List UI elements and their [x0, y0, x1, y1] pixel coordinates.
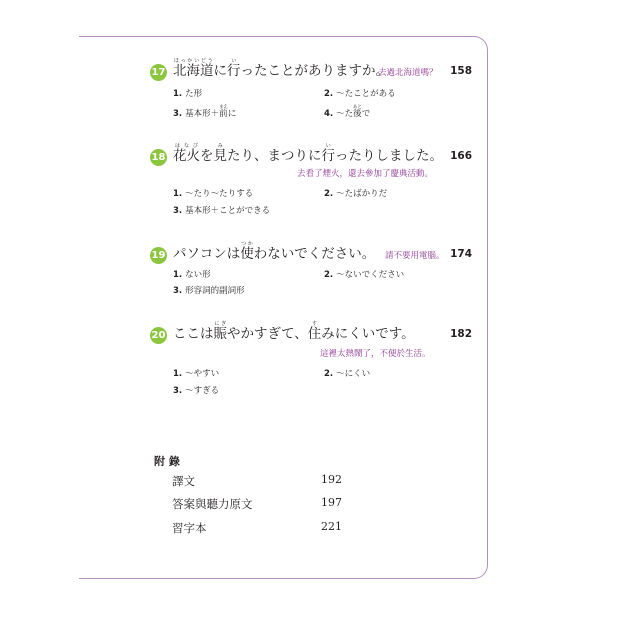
title-kanji: 行い	[227, 58, 241, 79]
title-kanji: 行い	[321, 143, 335, 164]
title-kanji: 使つか	[240, 241, 254, 262]
appendix-item-translation[interactable]	[172, 473, 372, 489]
lesson-page-number: 174	[450, 248, 472, 260]
grammar-point: 1. ～たり～たりする	[173, 189, 254, 199]
title-kanji: 北海道ほっかいどう	[173, 58, 214, 79]
grammar-point: 3. 基本形＋前まえに	[173, 105, 237, 119]
lesson-translation: 請不要用電腦。	[385, 251, 445, 261]
grammar-point: 1. ～やすい	[173, 369, 220, 379]
appendix-item-label: 譯文	[172, 474, 195, 488]
lesson-header	[150, 143, 472, 167]
grammar-point: 3. 基本形＋ことができる	[173, 206, 271, 216]
grammar-point: 1. ない形	[173, 270, 211, 280]
appendix-item-page: 221	[321, 520, 342, 533]
appendix-item-copybook[interactable]	[172, 520, 372, 536]
lesson-translation: 這裡太熱鬧了，不便於生活。	[320, 349, 431, 359]
title-kanji: 見み	[213, 143, 227, 164]
lesson-page-number: 166	[450, 150, 472, 162]
appendix-item-page: 197	[321, 496, 342, 509]
lesson-number-badge: 18	[150, 149, 167, 166]
lesson-header	[150, 58, 472, 82]
title-kanji: 花火はなび	[173, 143, 200, 164]
appendix-item-label: 習字本	[172, 521, 207, 535]
lesson-number-badge: 17	[150, 64, 167, 81]
lesson-title: 北海道ほっかいどうに行いったことがありますか。	[173, 58, 389, 79]
lesson-translation: 去過北海道嗎？	[378, 68, 438, 78]
appendix-item-page: 192	[321, 473, 342, 486]
title-kanji: 賑にぎ	[213, 321, 227, 342]
lesson-number-badge: 19	[150, 247, 167, 264]
lesson-page-number: 158	[450, 65, 472, 77]
appendix-item-label: 答案與聽力原文	[172, 497, 253, 511]
lesson-page-number: 182	[450, 328, 472, 340]
grammar-point: 2. ～たばかりだ	[324, 189, 388, 199]
grammar-point: 2. ～にくい	[324, 369, 371, 379]
grammar-point: 2. ～たことがある	[324, 89, 396, 99]
grammar-point: 4. ～た後あとで	[324, 105, 371, 119]
appendix-item-answers[interactable]	[172, 496, 372, 512]
grammar-point: 2. ～ないでください	[324, 270, 405, 280]
lesson-title: ここは賑にぎやかすぎて、住すみにくいです。	[173, 321, 415, 342]
appendix-title: 附 錄	[154, 455, 180, 468]
lesson-translation: 去看了煙火，還去參加了慶典活動。	[297, 169, 434, 179]
grammar-point: 3. ～すぎる	[173, 386, 220, 396]
grammar-point: 1. た形	[173, 89, 203, 99]
lesson-title: 花火はなびを見みたり、まつりに行いったりしました。	[173, 143, 443, 164]
lesson-header	[150, 241, 472, 265]
lesson-number-badge: 20	[150, 327, 167, 344]
title-kanji: 住す	[307, 321, 322, 342]
grammar-point: 3. 形容詞的副詞形	[173, 286, 245, 296]
lesson-header	[150, 321, 472, 345]
lesson-title: パソコンは使つかわないでください。	[173, 241, 376, 262]
